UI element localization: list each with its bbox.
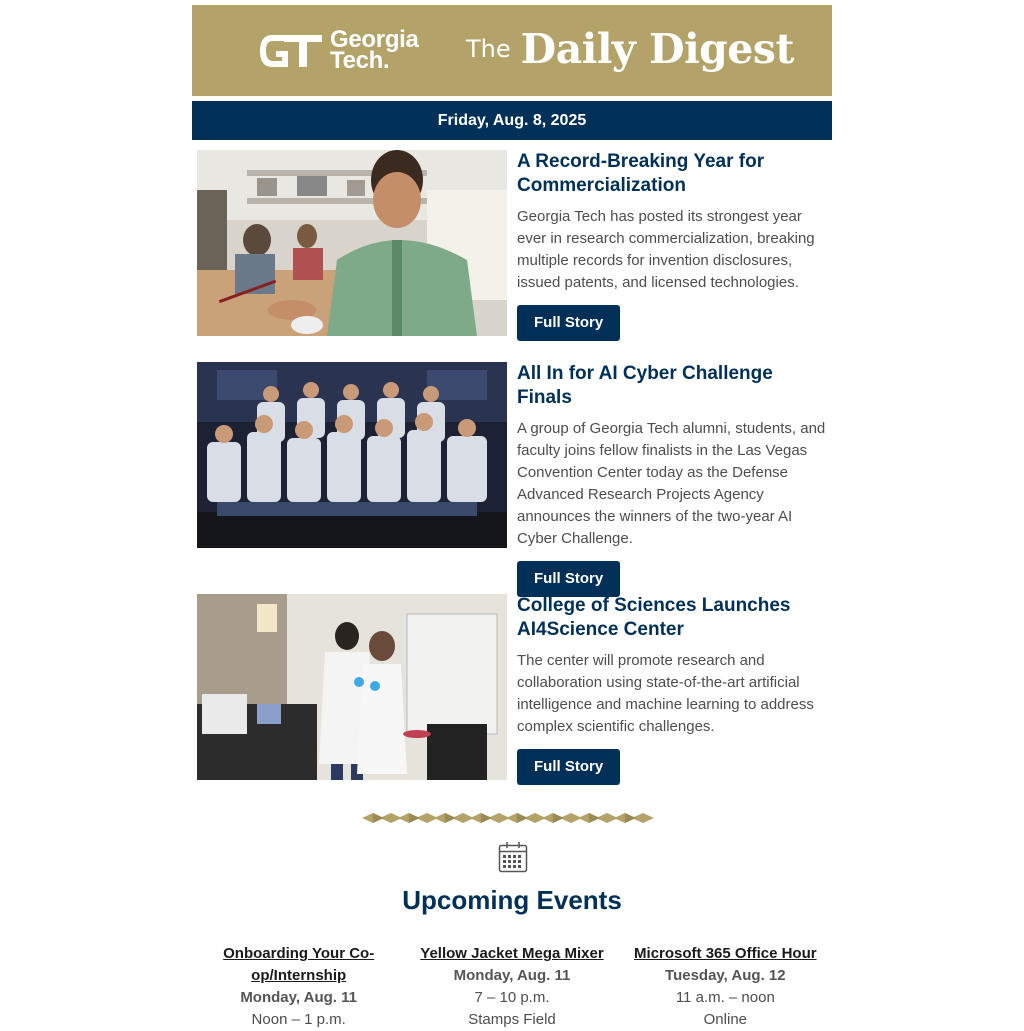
event-2-time: 7 – 10 p.m. (474, 989, 550, 1006)
georgia-tech-logo[interactable] (258, 26, 419, 74)
event-3-time: 11 a.m. – noon (675, 989, 775, 1006)
gt-monogram-icon (258, 29, 324, 73)
story-2-summary: A group of Georgia Tech alumni, students, and faculty joins fellow finalists in the Las Vegas Convention Center today as the Defense Advanced Research Projects Agency announces the winners of the two-year AI Cyber Challenge. (517, 420, 826, 547)
date-banner: Friday, Aug. 8, 2025 (192, 101, 832, 140)
event-3-location: Online (703, 1011, 747, 1028)
story-3-photo[interactable] (197, 594, 507, 780)
event-item-2 (405, 943, 618, 1031)
logo-line-1: Georgia (330, 26, 419, 53)
story-1-photo[interactable] (197, 150, 507, 336)
story-1-summary: Georgia Tech has posted its strongest year ever in research commercialization, breaking multiple records for invention disclosures, issued patents, and licensed technologies. (517, 208, 815, 291)
story-2-title[interactable]: All In for AI Cyber Challenge Finals (517, 363, 773, 408)
upcoming-events-heading: Upcoming Events (402, 885, 622, 915)
story-3-body (517, 594, 832, 785)
header-banner (192, 5, 832, 96)
full-story-button-1[interactable]: Full Story (517, 305, 620, 341)
calendar-icon (498, 841, 528, 873)
event-2-date: Monday, Aug. 11 (453, 967, 571, 984)
newsletter-title (466, 25, 794, 73)
story-3-title[interactable]: College of Sciences Launches AI4Science Center (517, 595, 791, 640)
event-2-title-link[interactable]: Yellow Jacket Mega Mixer (420, 945, 604, 962)
logo-wordmark (330, 26, 419, 74)
full-story-button-3[interactable]: Full Story (517, 749, 620, 785)
title-main: Daily Digest (520, 25, 794, 73)
event-2-location: Stamps Field (468, 1011, 556, 1028)
logo-line-2: Tech. (330, 47, 390, 74)
diamond-divider (362, 809, 662, 827)
event-1-time: Noon – 1 p.m. (251, 1011, 346, 1028)
title-prefix: The (466, 35, 511, 63)
story-2-body (517, 362, 832, 597)
story-1-title[interactable]: A Record-Breaking Year for Commercialization (517, 151, 765, 196)
events-list (192, 943, 832, 1031)
story-3-summary: The center will promote research and collaboration using state-of-the-art artificial intelligence and machine learning to address complex scientific challenges. (517, 652, 814, 735)
event-1-title-link[interactable]: Onboarding Your Co-op/Internship (223, 945, 375, 984)
email-container (192, 5, 832, 1028)
event-3-date: Tuesday, Aug. 12 (665, 967, 786, 984)
event-item-3 (619, 943, 832, 1031)
event-item-1 (192, 943, 405, 1031)
event-3-title-link[interactable]: Microsoft 365 Office Hour (634, 945, 817, 962)
event-1-date: Monday, Aug. 11 (240, 989, 357, 1006)
story-1-body (517, 150, 832, 341)
full-story-button-2[interactable]: Full Story (517, 561, 620, 597)
story-2-photo[interactable] (197, 362, 507, 548)
